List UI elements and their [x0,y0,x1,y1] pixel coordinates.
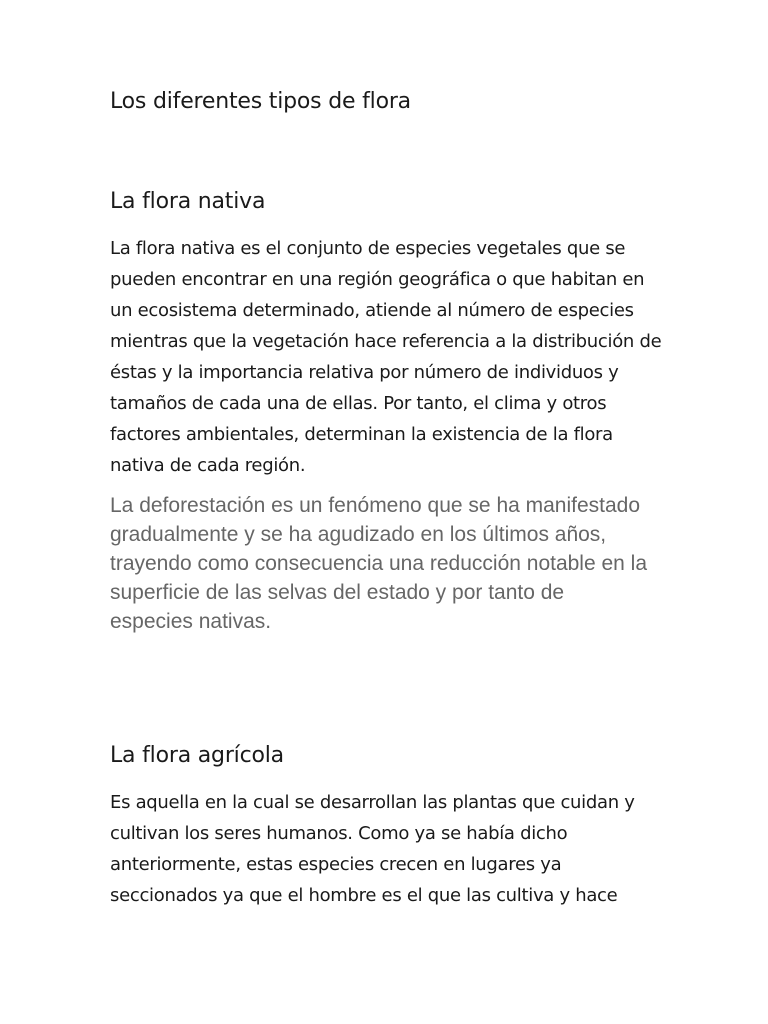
document-title: Los diferentes tipos de flora [110,89,411,114]
paragraph-flora-agricola: Es aquella en la cual se desarrollan las plantas que cuidan y cultivan los seres humanos. Como ya se había dicho anteriormente, estas especies crecen en lugares ya seccionados ya que el hombre es el que las cultiva y hace [110,792,635,906]
paragraph-flora-nativa: La flora nativa es el conjunto de especies vegetales que se pueden encontrar en una región geográfica o que habitan en un ecosistema determinado, atiende al número de especies mientras que la vegetación hace referencia a la distribución de éstas y la importancia relativa por número de individuos y tamaños de cada una de ellas. Por tanto, el clima y otros factores ambientales, determinan la existencia de la flora nativa de cada región. [110,238,662,476]
section-heading-flora-agricola: La flora agrícola [110,743,284,768]
section-heading-flora-nativa: La flora nativa [110,189,266,214]
paragraph-deforestacion: La deforestación es un fenómeno que se ha manifestado gradualmente y se ha agudizado en los últimos años, trayendo como consecuencia una reducción notable en la superficie de las selvas del estado y por tanto de especies nativas. [110,494,648,633]
